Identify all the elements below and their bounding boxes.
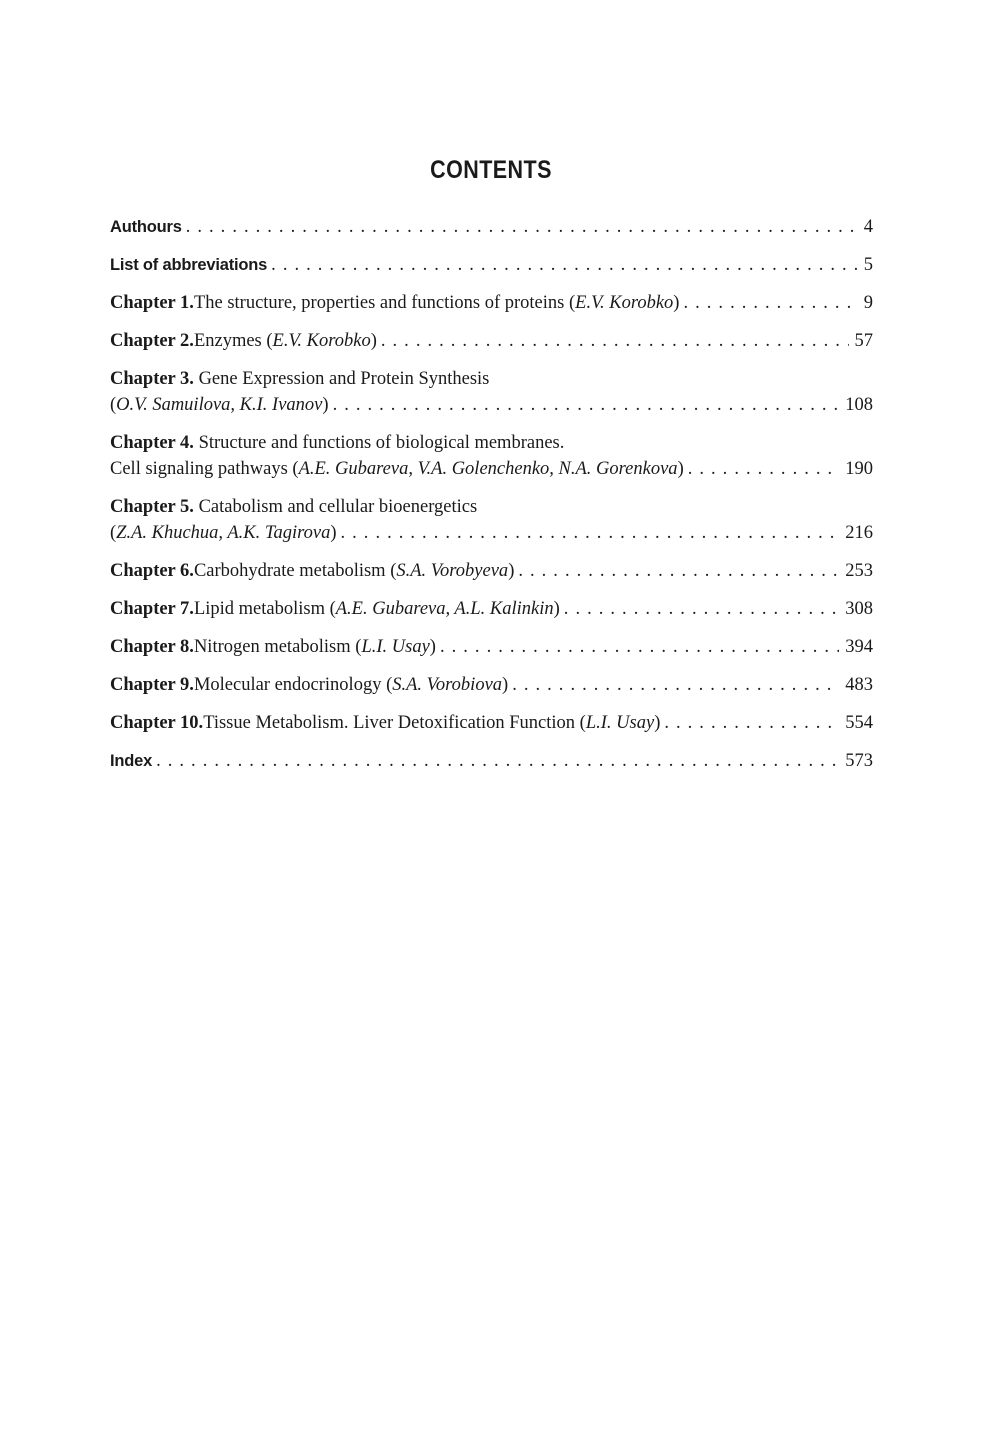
toc-title: Gene Expression and Protein Synthesis: [193, 369, 490, 389]
dot-leader: [271, 252, 858, 278]
toc-title: Molecular endocrinology (: [193, 675, 393, 695]
toc-label: Chapter 2.: [110, 331, 194, 351]
toc-title: Nitrogen metabolism (: [193, 637, 362, 657]
toc-authors: A.E. Gubareva, V.A. Golenchenko, N.A. Gorenkova: [298, 459, 678, 479]
page-number: 216: [845, 523, 873, 543]
toc-entry-chapter-7: [110, 596, 873, 622]
toc-close: ): [429, 637, 436, 657]
toc-title: Catabolism and cellular bioenergetics: [193, 497, 478, 517]
toc-title: Lipid metabolism (: [193, 599, 336, 619]
toc-authors: Z.A. Khuchua, A.K. Tagirova: [116, 523, 331, 543]
page-number: 4: [863, 217, 873, 237]
toc-entry-chapter-4: [110, 430, 873, 482]
toc-label: Chapter 9.: [110, 675, 194, 695]
toc-authors: S.A. Vorobiova: [392, 675, 503, 695]
toc-close: ): [673, 293, 680, 313]
page-number: 573: [845, 751, 873, 771]
dot-leader: [664, 710, 839, 736]
dot-leader: [156, 748, 839, 774]
toc-label: Chapter 4.: [110, 433, 194, 453]
page-number: 190: [845, 459, 873, 479]
toc-title: Enzymes (: [193, 331, 273, 351]
toc-label: Chapter 3.: [110, 369, 194, 389]
dot-leader: [518, 558, 839, 584]
page-number: 483: [845, 675, 873, 695]
dot-leader: [381, 328, 849, 354]
toc-entry-chapter-9: [110, 672, 873, 698]
toc-label: Chapter 6.: [110, 561, 194, 581]
toc-entry-index: [110, 748, 873, 774]
toc-authors: O.V. Samuilova, K.I. Ivanov: [116, 395, 323, 415]
toc-close: ): [677, 459, 684, 479]
toc-close: ): [508, 561, 515, 581]
toc-entry-authours: [110, 214, 873, 240]
toc-label: Index: [110, 752, 153, 770]
toc-title: Structure and functions of biological membranes.: [193, 433, 565, 453]
toc-label: Chapter 7.: [110, 599, 194, 619]
toc-label: Chapter 8.: [110, 637, 194, 657]
page-number: 108: [845, 395, 873, 415]
toc-entry-chapter-8: [110, 634, 873, 660]
page-title: CONTENTS: [430, 156, 552, 184]
toc-label: Authours: [110, 218, 182, 236]
toc-title-cont: (: [110, 395, 117, 415]
toc-entry-chapter-2: [110, 328, 873, 354]
toc-authors: S.A. Vorobyeva: [396, 561, 509, 581]
page-number: 394: [845, 637, 873, 657]
toc-authors: A.E. Gubareva, A.L. Kalinkin: [335, 599, 554, 619]
dot-leader: [333, 392, 840, 418]
page-number: 308: [845, 599, 873, 619]
toc-authors: E.V. Korobko: [575, 293, 674, 313]
toc-entry-chapter-5: [110, 494, 873, 546]
page-number: 554: [845, 713, 873, 733]
toc-entry-chapter-3: [110, 366, 873, 418]
page-number: 57: [854, 331, 873, 351]
dot-leader: [564, 596, 839, 622]
toc-title-cont: (: [110, 523, 117, 543]
page-number: 9: [863, 293, 873, 313]
toc-close: ): [654, 713, 661, 733]
toc-title: Carbohydrate metabolism (: [193, 561, 397, 581]
toc-label: Chapter 10.: [110, 713, 204, 733]
toc-title: The structure, properties and functions of proteins (: [193, 293, 576, 313]
toc-entry-chapter-1: [110, 290, 873, 316]
toc-label: Chapter 5.: [110, 497, 194, 517]
dot-leader: [440, 634, 839, 660]
toc-close: ): [553, 599, 560, 619]
toc-entry-abbreviations: [110, 252, 873, 278]
toc-close: ): [330, 523, 337, 543]
dot-leader: [683, 290, 857, 316]
toc-label: List of abbreviations: [110, 256, 268, 274]
toc-title: Tissue Metabolism. Liver Detoxification Function (: [203, 713, 586, 733]
dot-leader: [512, 672, 839, 698]
page-number: 5: [863, 255, 873, 275]
dot-leader: [341, 520, 840, 546]
toc-authors: L.I. Usay: [585, 713, 655, 733]
table-of-contents: [110, 214, 873, 786]
dot-leader: [186, 214, 858, 240]
toc-entry-chapter-6: [110, 558, 873, 584]
toc-close: ): [370, 331, 377, 351]
toc-label: Chapter 1.: [110, 293, 194, 313]
toc-close: ): [502, 675, 509, 695]
toc-title-cont: Cell signaling pathways (: [110, 459, 299, 479]
page-number: 253: [845, 561, 873, 581]
toc-authors: L.I. Usay: [361, 637, 430, 657]
toc-entry-chapter-10: [110, 710, 873, 736]
toc-authors: E.V. Korobko: [272, 331, 371, 351]
dot-leader: [688, 456, 840, 482]
toc-close: ): [322, 395, 329, 415]
